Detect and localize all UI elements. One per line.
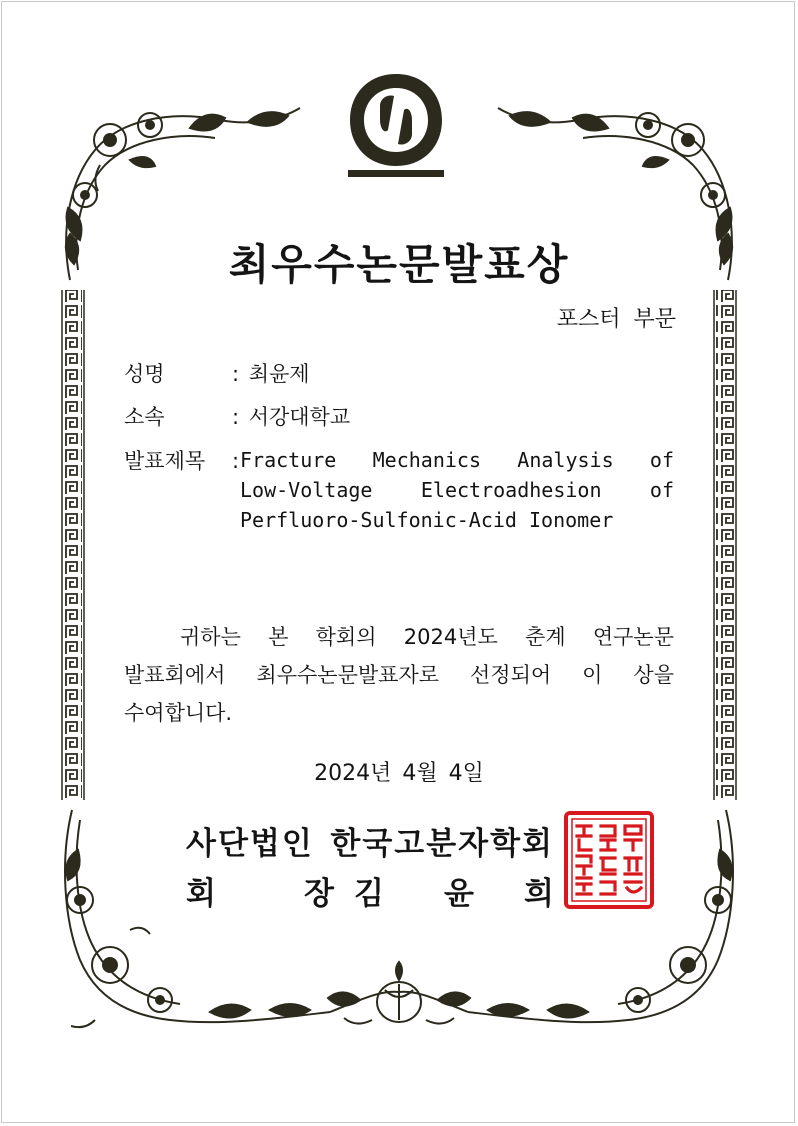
president-name-char: 희 (524, 876, 554, 912)
president-title-char: 회 (186, 876, 216, 912)
bottom-center-floral-ornament (328, 962, 470, 1024)
topic-row (124, 445, 242, 475)
organization-name: 사단법인 한국고분자학회 (186, 826, 554, 862)
presentation-title-line: Low-Voltage Electroadhesion of (240, 478, 674, 502)
president-title-char: 장 (304, 876, 334, 912)
recipient-name-row (124, 358, 310, 388)
left-meander-border (62, 290, 84, 800)
affiliation-label: 소속 (124, 405, 165, 429)
society-emblem-icon (344, 70, 448, 182)
recipient-name: 최윤제 (248, 362, 310, 386)
name-label: 성명 (124, 362, 165, 386)
award-statement-line: 수여합니다. (124, 701, 233, 725)
award-statement (124, 618, 674, 732)
official-seal-stamp (563, 810, 655, 910)
affiliation-colon: : (232, 405, 240, 429)
certificate-title: 최우수논문발표상 (228, 240, 570, 289)
right-meander-border (714, 290, 736, 800)
president-name-char: 윤 (444, 876, 474, 912)
topic-label: 발표제목 (124, 449, 206, 473)
award-statement-line: 귀하는 본 학회의 2024년도 춘계 연구논문 (180, 625, 674, 649)
presentation-title-line: Perfluoro-Sulfonic-Acid Ionomer (240, 508, 614, 532)
affiliation-value: 서강대학교 (248, 405, 351, 429)
award-category: 포스터 부문 (556, 307, 676, 332)
presentation-title (240, 445, 674, 535)
award-date: 2024년 4월 4일 (314, 761, 484, 786)
presentation-title-line: Fracture Mechanics Analysis of (240, 448, 674, 472)
topic-colon: : (232, 449, 240, 473)
president-name-char: 김 (354, 876, 384, 912)
affiliation-row (124, 401, 350, 431)
award-statement-line: 발표회에서 최우수논문발표자로 선정되어 이 상을 (124, 663, 674, 687)
name-colon: : (232, 362, 240, 386)
